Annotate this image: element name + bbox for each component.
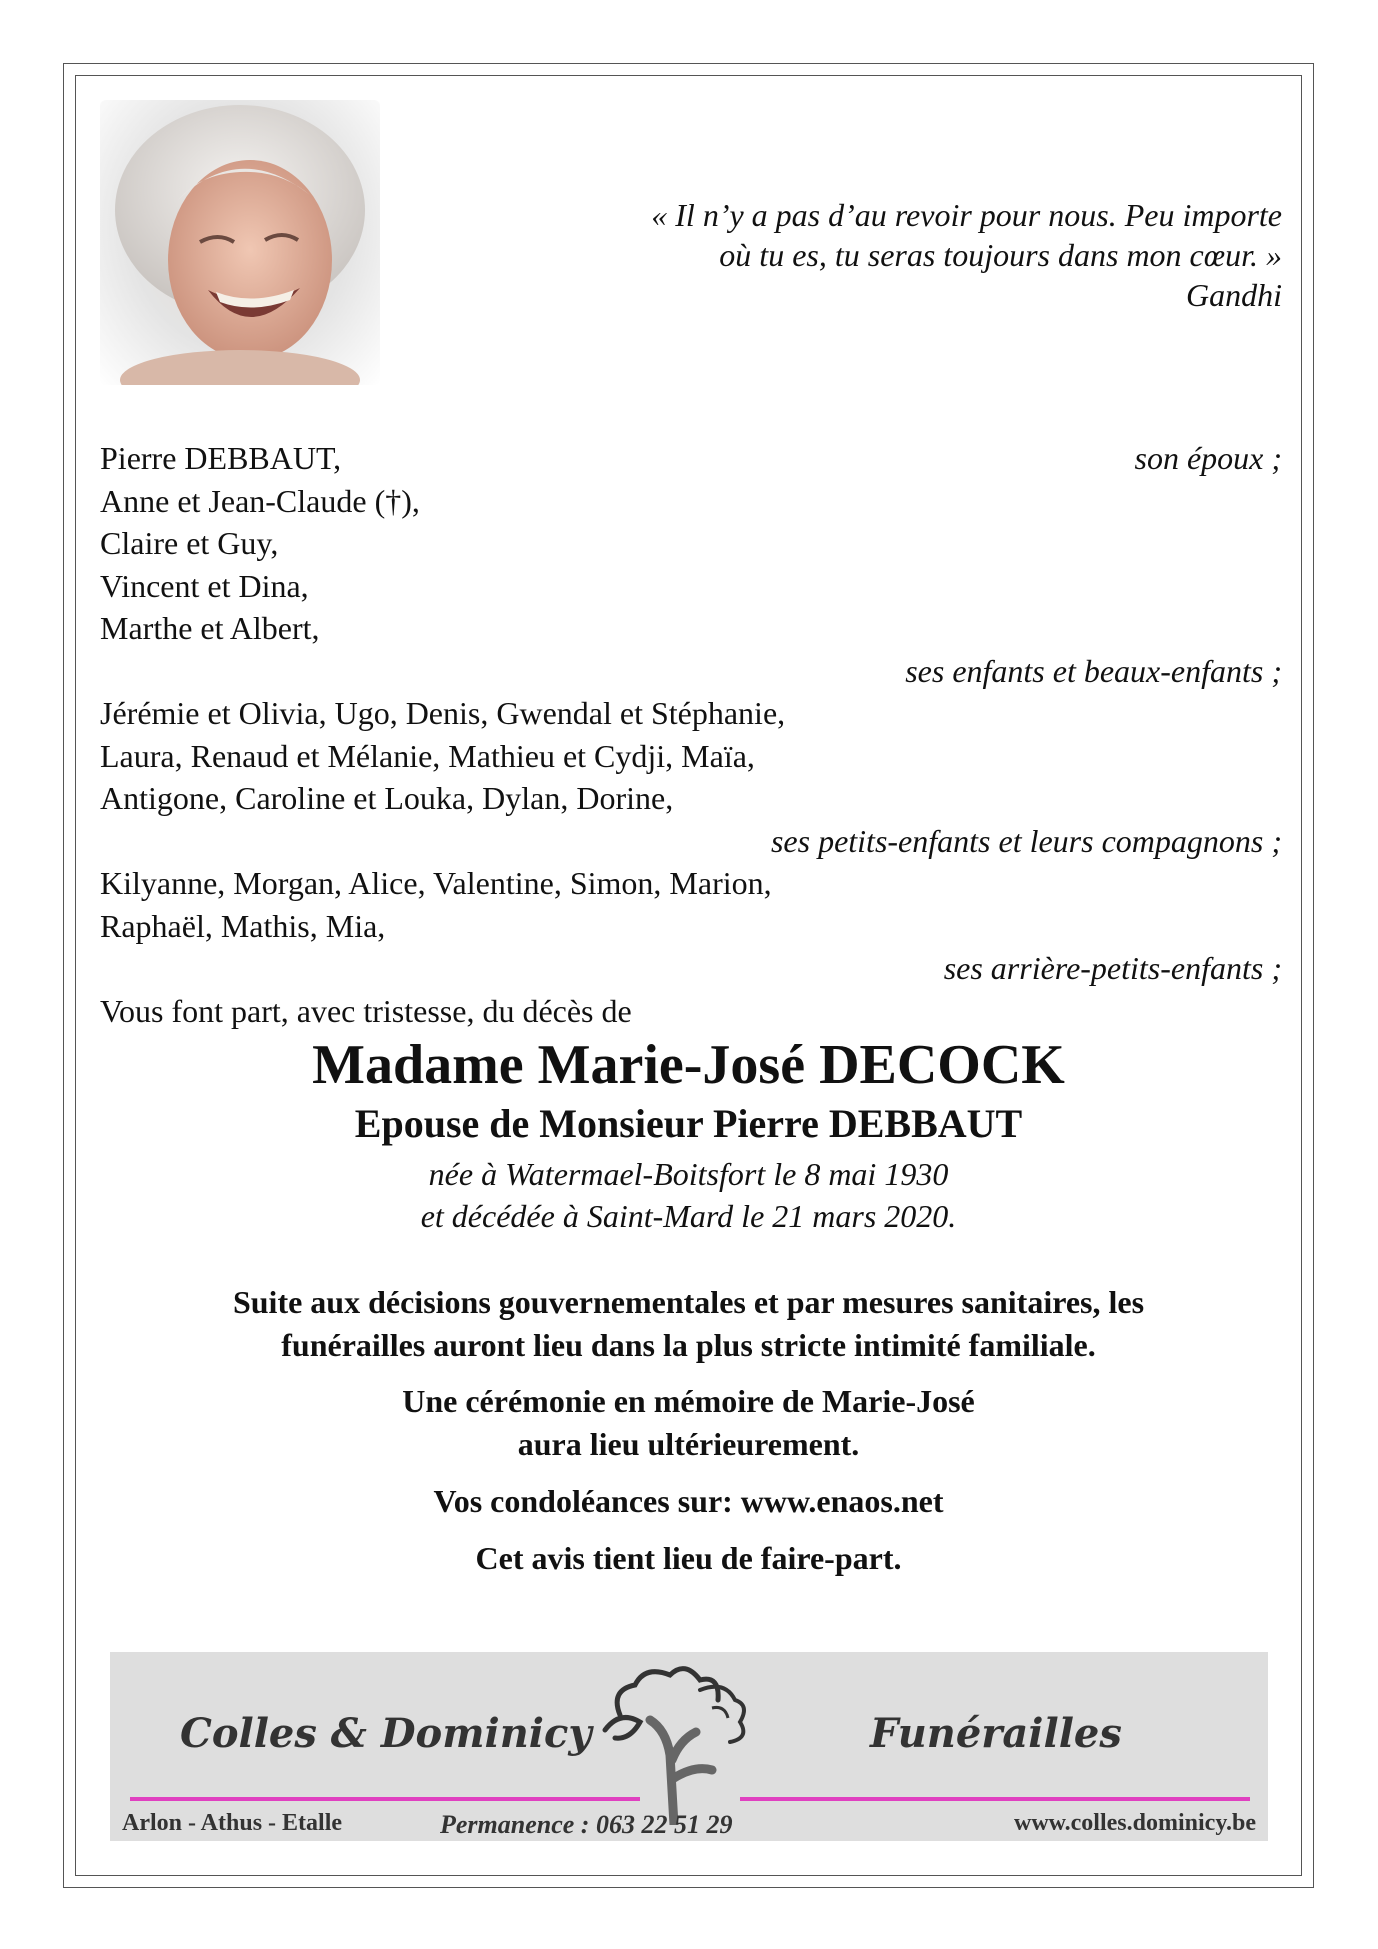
great-grandchild-line: Raphaël, Mathis, Mia, xyxy=(100,907,386,944)
deceased-name: Madame Marie-José DECOCK xyxy=(312,1034,1065,1096)
spouse-name: Pierre DEBBAUT, xyxy=(100,440,342,476)
funeral-line: funérailles auront lieu dans la plus stricte intimité familiale. xyxy=(281,1327,1096,1363)
grandchild-line: Laura, Renaud et Mélanie, Mathieu et Cydji, Maïa, xyxy=(100,737,755,774)
ceremony-line: Une cérémonie en mémoire de Marie-José xyxy=(402,1383,975,1419)
child-line: Claire et Guy, xyxy=(100,525,279,561)
portrait-illustration xyxy=(100,100,380,385)
deceased-spouse: Epouse de Monsieur Pierre DEBBAUT xyxy=(354,1101,1023,1146)
ceremony-line: aura lieu ultérieurement. xyxy=(517,1426,860,1462)
funeral-home-banner xyxy=(110,1652,1268,1841)
spouse-line xyxy=(100,437,1282,480)
locations-text: Arlon - Athus - Etalle xyxy=(122,1810,343,1836)
child-line: Marthe et Albert, xyxy=(100,610,320,646)
faire-part-notice xyxy=(75,1537,1302,1580)
great-grandchild-line: Kilyanne, Morgan, Alice, Valentine, Simon, Marion, xyxy=(100,865,772,901)
great-grandchildren-relation: ses arrière-petits-enfants ; xyxy=(943,950,1282,986)
child-line: Anne et Jean-Claude (†), xyxy=(100,482,420,519)
accent-line-left xyxy=(130,1797,640,1801)
spouse-relation: son époux ; xyxy=(1134,440,1282,476)
website-link[interactable]: www.colles.dominicy.be xyxy=(1013,1810,1256,1836)
grandchild-line: Jérémie et Olivia, Ugo, Denis, Gwendal et Stéphanie, xyxy=(100,695,786,731)
children-relation: ses enfants et beaux-enfants ; xyxy=(905,652,1282,689)
death-line: et décédée à Saint-Mard le 21 mars 2020. xyxy=(420,1198,957,1234)
brand-right: Funérailles xyxy=(870,1710,1122,1757)
family-list xyxy=(100,437,1282,1032)
portrait-photo xyxy=(100,100,380,385)
condolences-notice xyxy=(75,1480,1302,1523)
quote-line: « Il n’y a pas d’au revoir pour nous. Peu importe xyxy=(651,197,1282,233)
birth-line: née à Watermael-Boitsfort le 8 mai 1930 xyxy=(428,1156,949,1192)
accent-line-right xyxy=(740,1797,1250,1801)
grandchild-line: Antigone, Caroline et Louka, Dylan, Dorine, xyxy=(100,780,674,816)
quote-line: où tu es, tu seras toujours dans mon cœur. » xyxy=(719,237,1282,273)
brand-left: Colles & Dominicy xyxy=(180,1710,592,1757)
quote-author: Gandhi xyxy=(1186,277,1282,313)
faire-part-line: Cet avis tient lieu de faire-part. xyxy=(475,1540,902,1576)
announcement-line: Vous font part, avec tristesse, du décès de xyxy=(100,992,632,1029)
tree-logo-icon xyxy=(600,1660,760,1825)
funeral-notice xyxy=(75,1281,1302,1367)
funeral-line: Suite aux décisions gouvernementales et par mesures sanitaires, les xyxy=(232,1284,1145,1320)
quote-block xyxy=(502,195,1282,315)
deceased-dates xyxy=(75,1153,1302,1237)
permanence-text: Permanence : 063 22 51 29 xyxy=(440,1810,733,1839)
child-line: Vincent et Dina, xyxy=(100,567,309,604)
condolences-line: Vos condoléances sur: www.enaos.net xyxy=(433,1483,944,1519)
grandchildren-relation: ses petits-enfants et leurs compagnons ; xyxy=(770,822,1282,859)
ceremony-notice xyxy=(75,1380,1302,1466)
